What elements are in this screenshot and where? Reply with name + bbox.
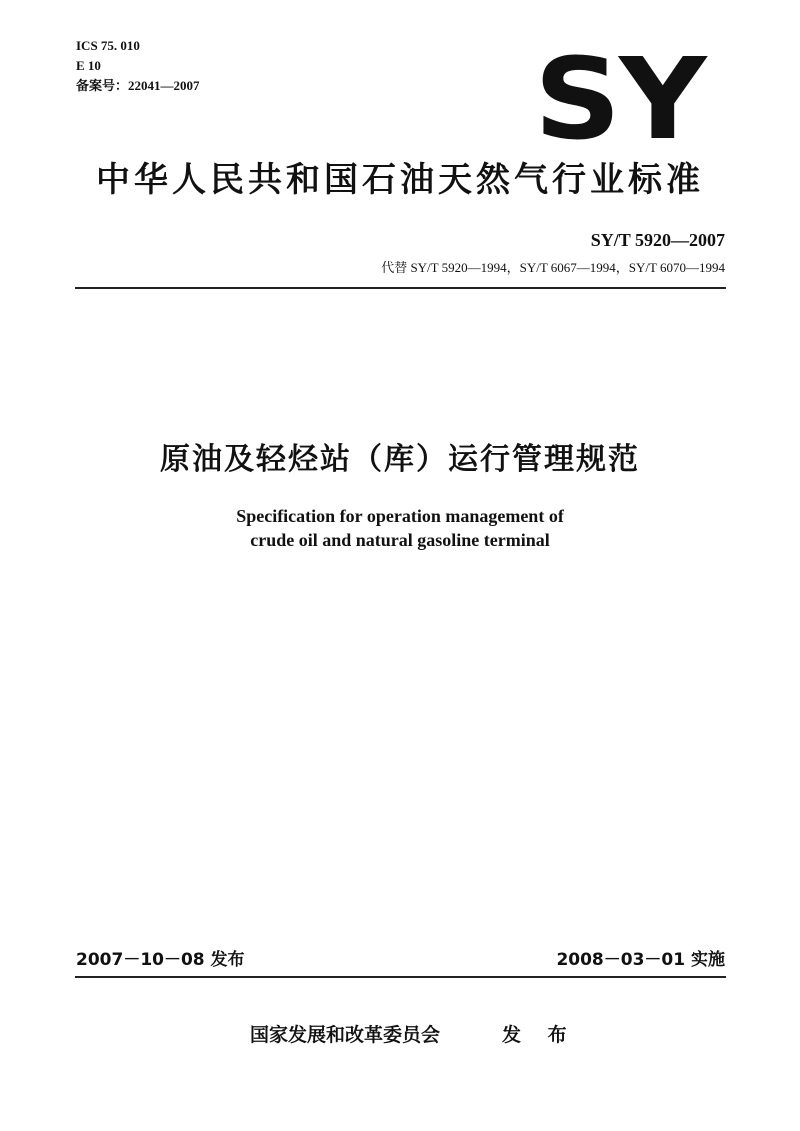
title-chinese: 原油及轻烃站（库）运行管理规范 xyxy=(160,442,640,477)
classification-code: E 10 xyxy=(76,58,101,73)
issue-date: 2007－10－08 发布 xyxy=(76,950,245,970)
title-english-line-1: Specification for operation management of xyxy=(236,506,564,526)
title-english-line-2: crude oil and natural gasoline terminal xyxy=(250,530,550,550)
organization-title: 中华人民共和国石油天然气行业标准 xyxy=(96,160,704,200)
bottom-divider xyxy=(75,976,726,978)
implementation-date: 2008－03－01 实施 xyxy=(556,950,725,970)
publisher-name: 国家发展和改革委员会 xyxy=(250,1024,441,1046)
metadata-block xyxy=(76,36,200,96)
replaces-note: 代替 SY/T 5920—1994，SY/T 6067—1994，SY/T 6070—1994 xyxy=(381,260,725,275)
title-english xyxy=(0,504,800,552)
publish-label: 发 布 xyxy=(502,1024,577,1046)
standard-code: SY/T 5920—2007 xyxy=(590,230,725,250)
top-divider xyxy=(75,287,726,289)
ics-code: ICS 75. 010 xyxy=(76,38,140,53)
record-number: 备案号：22041—2007 xyxy=(76,78,200,93)
sy-logo: SY xyxy=(534,35,705,165)
